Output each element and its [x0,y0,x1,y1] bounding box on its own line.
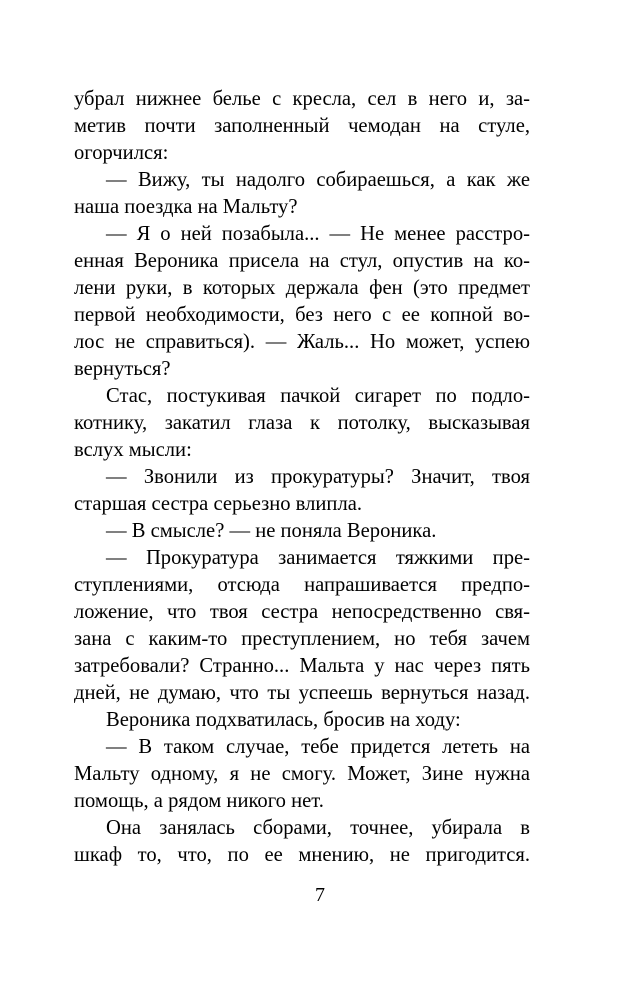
text-line: метив почти заполненный чемодан на стуле, [74,115,530,137]
text-line: енная Вероника присела на стул, опустив на ко- [74,250,530,272]
text-line: лос не справиться). — Жаль... Но может, успею [74,331,530,353]
page-text [74,86,530,869]
page-number: 7 [315,884,325,906]
text-line: дней, не думаю, что ты успеешь вернуться назад. [74,682,530,704]
text-line: Мальту одному, я не смогу. Может, Зине нужна [74,763,530,785]
text-line: Вероника подхватилась, бросив на ходу: [106,709,461,731]
text-line: — В таком случае, тебе придется лететь на [106,736,530,758]
text-line: — Звонили из прокуратуры? Значит, твоя [106,466,530,488]
text-line: котнику, закатил глаза к потолку, высказывая [74,412,530,434]
text-line: ложение, что твоя сестра непосредственно свя- [74,601,530,623]
text-line: огорчился: [74,142,169,164]
text-line: убрал нижнее белье с кресла, сел в него и, за- [74,88,530,110]
text-line: Она занялась сборами, точнее, убирала в [106,817,530,839]
text-line: лени руки, в которых держала фен (это предмет [74,277,530,299]
text-line: затребовали? Странно... Мальта у нас через пять [74,655,530,677]
text-line: — В смысле? — не поняла Вероника. [106,520,437,542]
text-line: Стас, постукивая пачкой сигарет по подло- [106,385,530,407]
text-line: старшая сестра серьезно влипла. [74,493,363,515]
text-line: зана с каким-то преступлением, но тебя зачем [74,628,530,650]
text-line: вернуться? [74,358,171,380]
text-line: первой необходимости, без него с ее копной во- [74,304,530,326]
text-line: — Вижу, ты надолго собираешься, а как же [106,169,530,191]
text-line: — Прокуратура занимается тяжкими пре- [106,547,530,569]
text-line: ступлениями, отсюда напрашивается предпо- [74,574,530,596]
text-line: шкаф то, что, по ее мнению, не пригодится. [74,844,530,866]
text-line: помощь, а рядом никого нет. [74,790,324,812]
text-line: — Я о ней позабыла... — Не менее расстро- [106,223,530,245]
text-line: наша поездка на Мальту? [74,196,298,218]
text-line: вслух мысли: [74,439,192,461]
